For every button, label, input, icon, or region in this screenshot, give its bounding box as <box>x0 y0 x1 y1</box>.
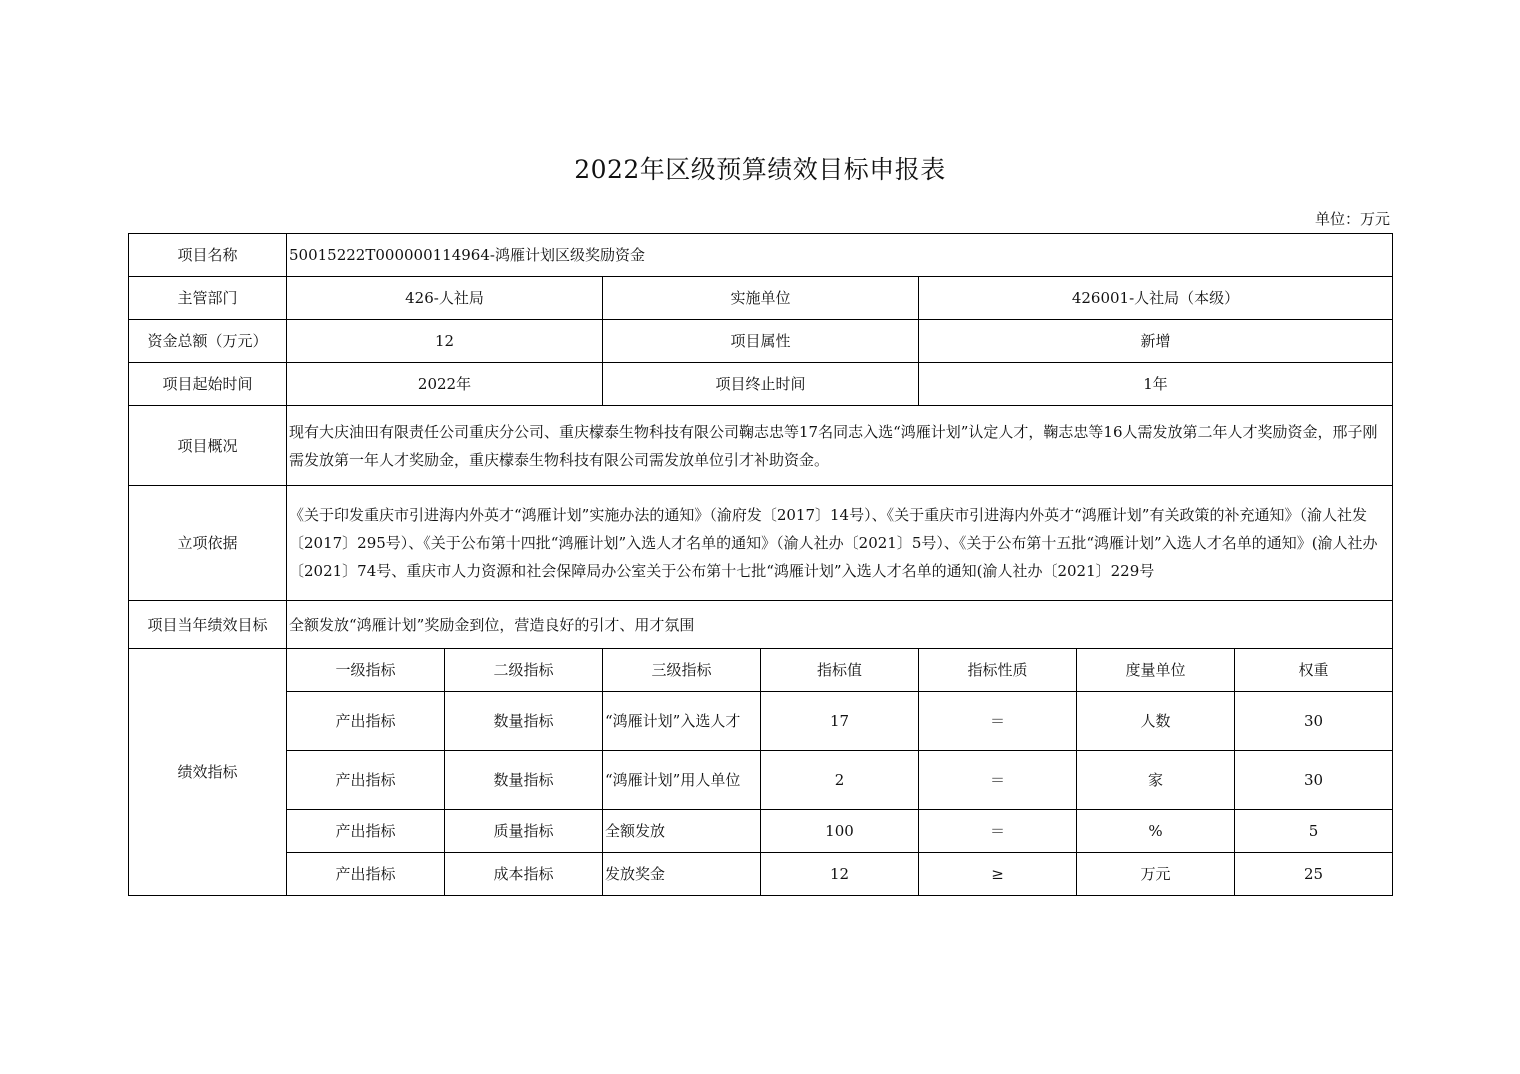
cell-nature: ≥ <box>919 853 1077 896</box>
label-project-name: 项目名称 <box>129 234 287 277</box>
header-unit: 度量单位 <box>1077 649 1235 692</box>
label-overview: 项目概况 <box>129 406 287 486</box>
cell-level1: 产出指标 <box>287 853 445 896</box>
cell-value: 2 <box>761 751 919 810</box>
label-funds: 资金总额（万元） <box>129 320 287 363</box>
label-basis: 立项依据 <box>129 486 287 601</box>
value-overview: 现有大庆油田有限责任公司重庆分公司、重庆檬泰生物科技有限公司鞠志忠等17名同志入选“鸿雁计划”认定人才，鞠志忠等16人需发放第二年人才奖励资金，邢子刚需发放第一年人才奖励金，重庆檬泰生物科技有限公司需发放单位引才补助资金。 <box>287 406 1393 486</box>
header-nature: 指标性质 <box>919 649 1077 692</box>
cell-weight: 30 <box>1235 751 1393 810</box>
cell-level2: 质量指标 <box>445 810 603 853</box>
cell-level1: 产出指标 <box>287 751 445 810</box>
table-row <box>129 692 1393 751</box>
cell-weight: 25 <box>1235 853 1393 896</box>
cell-level1: 产出指标 <box>287 810 445 853</box>
unit-label: 单位：万元 <box>1314 210 1390 228</box>
cell-level3: “鸿雁计划”入选人才 <box>603 692 761 751</box>
cell-unit: 万元 <box>1077 853 1235 896</box>
row-goal <box>129 601 1393 649</box>
header-value: 指标值 <box>761 649 919 692</box>
value-goal: 全额发放“鸿雁计划”奖励金到位，营造良好的引才、用才氛围 <box>287 601 1393 649</box>
value-basis: 《关于印发重庆市引进海内外英才“鸿雁计划”实施办法的通知》（渝府发〔2017〕14号）、《关于重庆市引进海内外英才“鸿雁计划”有关政策的补充通知》（渝人社发〔2017〕295号）、《关于公布第十四批“鸿雁计划”入选人才名单的通知》（渝人社办〔2021〕5号）、《关于公布第十五批“鸿雁计划”入选人才名单的通知》(渝人社办〔2021〕74号、重庆市人力资源和社会保障局办公室关于公布第十七批“鸿雁计划”入选人才名单的通知(渝人社办〔2021〕229号 <box>287 486 1393 601</box>
header-weight: 权重 <box>1235 649 1393 692</box>
value-end-time: 1年 <box>919 363 1393 406</box>
label-indicators: 绩效指标 <box>129 649 287 896</box>
cell-value: 12 <box>761 853 919 896</box>
cell-level2: 成本指标 <box>445 853 603 896</box>
label-goal: 项目当年绩效目标 <box>129 601 287 649</box>
cell-weight: 30 <box>1235 692 1393 751</box>
cell-unit: 人数 <box>1077 692 1235 751</box>
cell-level1: 产出指标 <box>287 692 445 751</box>
value-funds: 12 <box>287 320 603 363</box>
row-dept <box>129 277 1393 320</box>
label-start-time: 项目起始时间 <box>129 363 287 406</box>
cell-level3: “鸿雁计划”用人单位 <box>603 751 761 810</box>
row-project-name <box>129 234 1393 277</box>
label-dept: 主管部门 <box>129 277 287 320</box>
cell-value: 17 <box>761 692 919 751</box>
row-overview <box>129 406 1393 486</box>
row-basis <box>129 486 1393 601</box>
value-dept: 426-人社局 <box>287 277 603 320</box>
row-funds <box>129 320 1393 363</box>
label-end-time: 项目终止时间 <box>603 363 919 406</box>
cell-level2: 数量指标 <box>445 692 603 751</box>
cell-level3: 发放奖金 <box>603 853 761 896</box>
table-row <box>129 810 1393 853</box>
cell-nature: ＝ <box>919 692 1077 751</box>
header-level3: 三级指标 <box>603 649 761 692</box>
cell-nature: ＝ <box>919 751 1077 810</box>
table-row <box>129 853 1393 896</box>
value-impl-unit: 426001-人社局（本级） <box>919 277 1393 320</box>
cell-unit: % <box>1077 810 1235 853</box>
cell-weight: 5 <box>1235 810 1393 853</box>
label-attribute: 项目属性 <box>603 320 919 363</box>
indicator-header-row <box>129 649 1393 692</box>
value-attribute: 新增 <box>919 320 1393 363</box>
header-level2: 二级指标 <box>445 649 603 692</box>
table-row <box>129 751 1393 810</box>
value-project-name: 50015222T000000114964-鸿雁计划区级奖励资金 <box>287 234 1393 277</box>
cell-value: 100 <box>761 810 919 853</box>
cell-nature: ＝ <box>919 810 1077 853</box>
cell-unit: 家 <box>1077 751 1235 810</box>
cell-level2: 数量指标 <box>445 751 603 810</box>
performance-target-table <box>128 233 1393 896</box>
row-time <box>129 363 1393 406</box>
page-title: 2022年区级预算绩效目标申报表 <box>574 155 946 184</box>
cell-level3: 全额发放 <box>603 810 761 853</box>
label-impl-unit: 实施单位 <box>603 277 919 320</box>
value-start-time: 2022年 <box>287 363 603 406</box>
header-level1: 一级指标 <box>287 649 445 692</box>
